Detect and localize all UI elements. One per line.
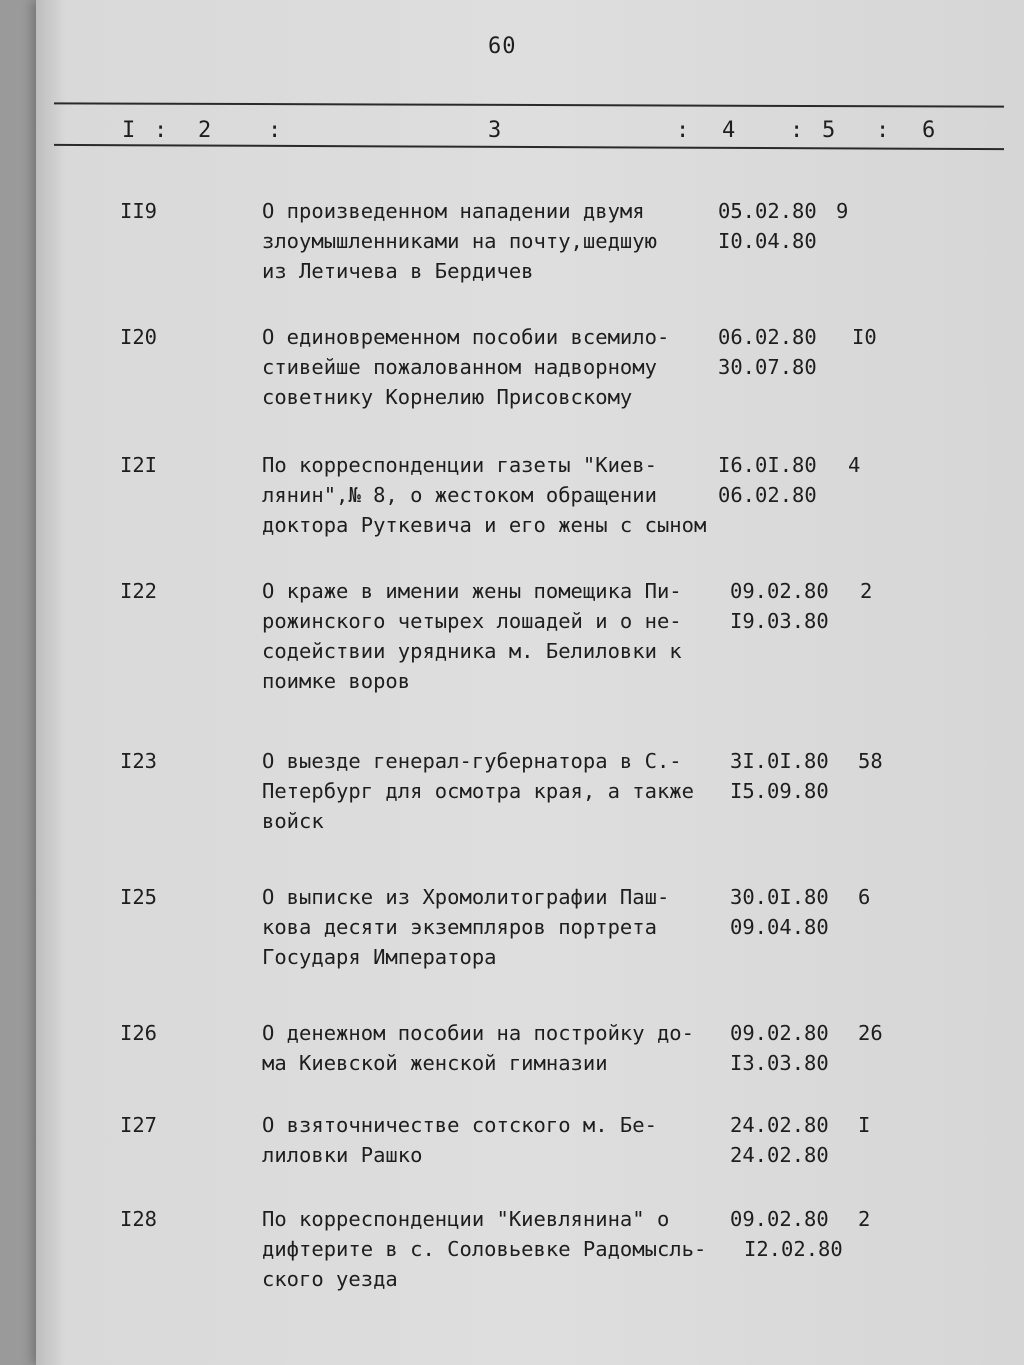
row-title: О взяточничестве сотского м. Бе- лиловки Рашко (262, 1113, 657, 1167)
row-number: II9 (120, 199, 158, 223)
row-date-end: 30.07.80 (718, 355, 817, 379)
row-date-start: 24.02.80 (730, 1113, 829, 1137)
row-sheet-count: 2 (858, 1207, 871, 1231)
row-title: О краже в имении жены помещика Пи- рожинского четырех лошадей и о не- содействии урядника м. Белиловки к поимке воров (262, 579, 682, 693)
row-number: I28 (120, 1207, 158, 1231)
row-number: I26 (120, 1021, 158, 1045)
column-separator: : (876, 118, 890, 143)
row-sheet-count: 58 (858, 749, 883, 773)
row-date-start: 09.02.80 (730, 1207, 829, 1231)
column-separator: : (676, 118, 690, 143)
row-date-start: 05.02.80 (718, 199, 817, 223)
row-number: I2I (120, 453, 158, 477)
row-title: По корреспонденции газеты "Киев- лянин",№ 8, о жестоком обращении доктора Руткевича и его жены с сыном (262, 453, 707, 537)
row-number: I27 (120, 1113, 158, 1137)
row-number: I25 (120, 885, 158, 909)
row-date-start: 30.0I.80 (730, 885, 829, 909)
row-date-start: 06.02.80 (718, 325, 817, 349)
row-title: О выезде генерал-губернатора в С.- Петербург для осмотра края, а также войск (262, 749, 694, 833)
row-title: По корреспонденции "Киевлянина" о дифтерите в с. Соловьевке Радомысль- ского уезда (262, 1207, 707, 1291)
row-sheet-count: I0 (852, 325, 877, 349)
row-date-start: 09.02.80 (730, 579, 829, 603)
column-header-3: 3 (488, 118, 502, 143)
column-header-2: 2 (198, 118, 212, 143)
row-number: I20 (120, 325, 158, 349)
column-header-6: 6 (922, 118, 936, 143)
row-sheet-count: 26 (858, 1021, 883, 1045)
row-date-end: I2.02.80 (744, 1237, 843, 1261)
row-sheet-count: 9 (836, 199, 849, 223)
column-separator: : (790, 118, 804, 143)
row-title: О денежном пособии на постройку до- ма Киевской женской гимназии (262, 1021, 694, 1075)
row-sheet-count: 2 (860, 579, 873, 603)
row-date-start: 3I.0I.80 (730, 749, 829, 773)
column-separator: : (154, 118, 168, 143)
column-header-5: 5 (822, 118, 836, 143)
row-title: О выписке из Хромолитографии Паш- кова десяти экземпляров портрета Государя Императора (262, 885, 670, 969)
column-header-1: I (122, 118, 136, 143)
row-date-end: 06.02.80 (718, 483, 817, 507)
row-sheet-count: 6 (858, 885, 871, 909)
column-separator: : (268, 118, 282, 143)
page-number: 60 (488, 34, 517, 59)
row-title: О произведенном нападении двумя злоумышленниками на почту,шедшую из Летичева в Бердичев (262, 199, 657, 283)
row-date-end: I3.03.80 (730, 1051, 829, 1075)
row-date-end: I5.09.80 (730, 779, 829, 803)
row-number: I22 (120, 579, 158, 603)
row-number: I23 (120, 749, 158, 773)
row-sheet-count: I (858, 1113, 871, 1137)
row-date-start: I6.0I.80 (718, 453, 817, 477)
row-date-start: 09.02.80 (730, 1021, 829, 1045)
row-sheet-count: 4 (848, 453, 861, 477)
row-date-end: 24.02.80 (730, 1143, 829, 1167)
row-date-end: I9.03.80 (730, 609, 829, 633)
row-date-end: I0.04.80 (718, 229, 817, 253)
column-header-4: 4 (722, 118, 736, 143)
row-title: О единовременном пособии всемило- стивейше пожалованном надворному советнику Корнелию Присовскому (262, 325, 670, 409)
row-date-end: 09.04.80 (730, 915, 829, 939)
